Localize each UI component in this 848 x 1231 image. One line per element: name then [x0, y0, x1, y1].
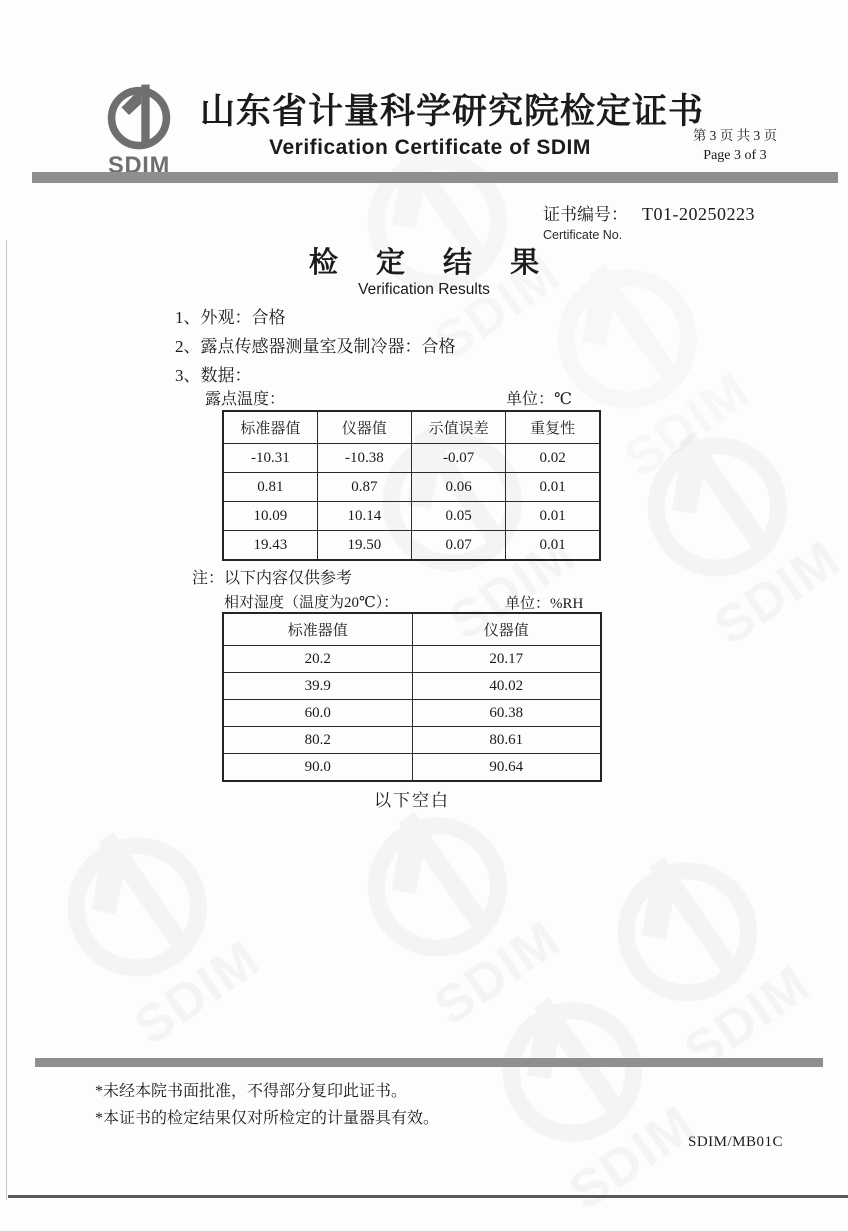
footer-notes	[95, 1078, 439, 1132]
dew-point-table	[222, 410, 601, 561]
table-cell: 20.17	[412, 646, 601, 673]
scan-edge-line	[6, 240, 7, 1200]
result-item-sensor: 2、露点传感器测量室及制冷器：合格	[175, 337, 456, 356]
table-cell: 20.2	[223, 646, 412, 673]
result-item-appearance: 1、外观：合格	[175, 308, 286, 327]
certificate-no-value: T01-20250223	[642, 204, 755, 224]
table-cell: 0.07	[412, 531, 506, 561]
footer-note-validity: *本证书的检定结果仅对所检定的计量器具有效。	[95, 1110, 440, 1127]
column-header: 示值误差	[412, 411, 506, 444]
sdim-watermark	[19, 789, 281, 1062]
certificate-title-en: Verification Certificate of SDIM	[269, 136, 591, 159]
table-cell: 90.64	[412, 754, 601, 782]
column-header: 重复性	[506, 411, 600, 444]
reference-note: 注：以下内容仅供参考	[192, 570, 353, 587]
table-cell: 0.01	[506, 531, 600, 561]
scan-edge-line	[8, 1195, 848, 1198]
results-heading-zh: 检 定 结 果	[308, 247, 555, 279]
sdim-watermark	[569, 814, 831, 1087]
page-number-zh: 第 3 页 共 3 页	[692, 128, 778, 143]
sdim-watermark	[454, 954, 716, 1227]
table-cell: 90.0	[223, 754, 412, 782]
table-cell: 60.38	[412, 700, 601, 727]
table-cell: 0.02	[506, 444, 600, 473]
page-number	[660, 126, 810, 166]
dew-point-unit: 单位：℃	[506, 391, 572, 408]
table-row	[223, 531, 600, 561]
table-cell: -10.31	[223, 444, 317, 473]
table-cell: 39.9	[223, 673, 412, 700]
table-cell: 40.02	[412, 673, 601, 700]
humidity-caption: 相对湿度（温度为20℃）：	[224, 595, 399, 611]
table-cell: 80.2	[223, 727, 412, 754]
table-row	[223, 700, 601, 727]
table-cell: 80.61	[412, 727, 601, 754]
page-number-en: Page 3 of 3	[703, 148, 767, 163]
table-cell: 0.06	[412, 473, 506, 502]
footer-divider-bar	[35, 1058, 823, 1067]
table-row	[223, 502, 600, 531]
certificate-no-label-zh: 证书编号：	[543, 205, 628, 224]
form-code: SDIM/MB01C	[688, 1134, 784, 1150]
table-row	[223, 473, 600, 502]
table-row	[223, 754, 601, 782]
table-cell: 0.01	[506, 473, 600, 502]
header-divider-bar	[32, 172, 838, 183]
table-cell: 19.43	[223, 531, 317, 561]
sdim-watermark	[599, 389, 848, 662]
column-header: 仪器值	[412, 613, 601, 646]
certificate-no-label-en: Certificate No.	[543, 228, 623, 242]
footer-note-copy: *未经本院书面批准，不得部分复印此证书。	[95, 1083, 408, 1100]
certificate-title-zh: 山东省计量科学研究院检定证书	[200, 92, 705, 131]
table-cell: 10.09	[223, 502, 317, 531]
column-header: 标准器值	[223, 613, 412, 646]
dew-point-caption: 露点温度：	[205, 391, 286, 408]
humidity-table	[222, 612, 602, 782]
table-header-row	[223, 411, 600, 444]
table-cell: 60.0	[223, 700, 412, 727]
column-header: 标准器值	[223, 411, 317, 444]
result-item-data: 3、数据：	[175, 366, 252, 385]
certificate-number-block	[543, 200, 823, 242]
table-cell: 0.87	[317, 473, 411, 502]
table-row	[223, 727, 601, 754]
table-cell: 19.50	[317, 531, 411, 561]
table-header-row	[223, 613, 601, 646]
table-cell: -10.38	[317, 444, 411, 473]
table-cell: 0.01	[506, 502, 600, 531]
table-row	[223, 646, 601, 673]
table-cell: 0.81	[223, 473, 317, 502]
table-cell: 10.14	[317, 502, 411, 531]
table-cell: 0.05	[412, 502, 506, 531]
blank-below-label: 以下空白	[374, 791, 450, 810]
humidity-unit: 单位：%RH	[505, 596, 584, 612]
result-items	[175, 303, 456, 390]
table-row	[223, 673, 601, 700]
sdim-logo-icon	[93, 80, 185, 176]
table-cell: -0.07	[412, 444, 506, 473]
table-row	[223, 444, 600, 473]
results-heading-en: Verification Results	[358, 281, 490, 298]
column-header: 仪器值	[317, 411, 411, 444]
